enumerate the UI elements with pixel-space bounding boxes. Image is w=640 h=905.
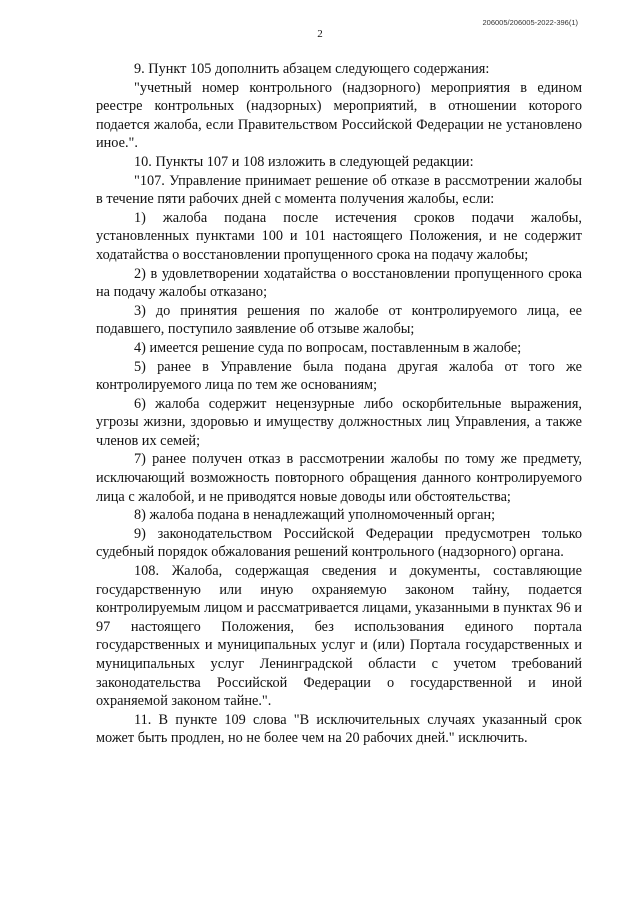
list-item-8: 8) жалоба подана в ненадлежащий уполномоченный орган; bbox=[134, 507, 496, 524]
list-item-1: 1) жалоба подана после истечения сроков подачи жалобы, установленных пунктами 100 и 101 настоящего Положения, и не содержит ходатайства о восстановлении пропущенного срока на подачу жалобы; bbox=[96, 209, 582, 263]
list-item-9: 9) законодательством Российской Федерации предусмотрен только судебный порядок обжалования решений контрольного (надзорного) органа. bbox=[96, 525, 582, 561]
paragraph-108: 108. Жалоба, содержащая сведения и документы, составляющие государственную или иную охраняемую законом тайну, подается контролируемым лицом и рассматривается лицами, указанными в пунктах 96 и 97 настоящего Положения, без использования единого портала государственных и муниципальных услуг и (или) Портала государственных и муниципальных услуг Ленинградской области с учетом требований законодательства Российской Федерации о государственной и иной охраняемой законом тайне.". bbox=[96, 563, 582, 710]
list-item-7: 7) ранее получен отказ в рассмотрении жалобы по тому же предмету, исключающий возможность повторного обращения данного контролируемого лица с жалобой, и не приводятся новые доводы или обстоятельства; bbox=[96, 451, 582, 505]
list-item-5: 5) ранее в Управление была подана другая жалоба от того же контролируемого лица по тем же основаниям; bbox=[96, 358, 582, 394]
list-item-2: 2) в удовлетворении ходатайства о восстановлении пропущенного срока на подачу жалобы отказано; bbox=[96, 265, 582, 301]
paragraph-11: 11. В пункте 109 слова "В исключительных случаях указанный срок может быть продлен, но не более чем на 20 рабочих дней." исключить. bbox=[96, 711, 582, 747]
paragraph-107: "107. Управление принимает решение об отказе в рассмотрении жалобы в течение пяти рабочих дней с момента получения жалобы, если: bbox=[96, 172, 582, 208]
paragraph-9: 9. Пункт 105 дополнить абзацем следующего содержания: bbox=[134, 61, 490, 77]
paragraph-9-text: "учетный номер контрольного (надзорного) мероприятия в едином реестре контрольных (надзорных) мероприятий, в отношении которого подается жалоба, если Правительством Российской Федерации не установлено иное.". bbox=[96, 79, 582, 152]
document-id: 206005/206005-2022-396(1) bbox=[482, 18, 578, 27]
page-number: 2 bbox=[317, 28, 323, 40]
document-body bbox=[96, 60, 582, 748]
list-item-6: 6) жалоба содержит нецензурные либо оскорбительные выражения, угрозы жизни, здоровью и имуществу должностных лиц Управления, а также членов их семей; bbox=[96, 395, 582, 449]
paragraph-10: 10. Пункты 107 и 108 изложить в следующей редакции: bbox=[134, 153, 474, 170]
list-item-4: 4) имеется решение суда по вопросам, поставленным в жалобе; bbox=[134, 339, 522, 356]
list-item-3: 3) до принятия решения по жалобе от контролируемого лица, ее подавшего, поступило заявление об отзыве жалобы; bbox=[96, 302, 582, 338]
